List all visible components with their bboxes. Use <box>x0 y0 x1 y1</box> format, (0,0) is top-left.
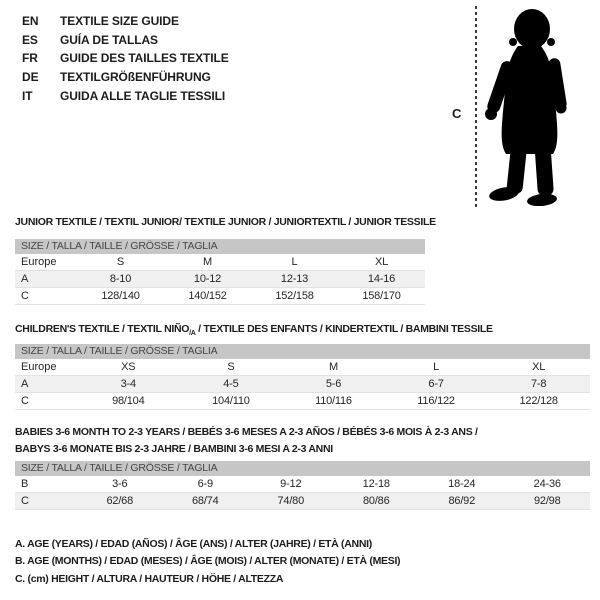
size-header-bar: SIZE / TALLA / TAILLE / GRÖSSE / TAGLIA <box>15 344 590 359</box>
size-header-bar: SIZE / TALLA / TAILLE / GRÖSSE / TAGLIA <box>15 461 590 476</box>
age-cell: 3-6 <box>112 478 128 490</box>
height-cell: 74/80 <box>277 495 305 507</box>
age-cell: 12-18 <box>362 478 390 490</box>
size-cell: S <box>227 361 235 373</box>
size-header-bar: SIZE / TALLA / TAILLE / GRÖSSE / TAGLIA <box>15 239 425 254</box>
row-label: Europe <box>21 256 57 268</box>
language-row-it <box>22 86 229 105</box>
age-cell: 14-16 <box>367 273 396 285</box>
row-label: C <box>21 395 29 407</box>
height-cell: 62/68 <box>106 495 134 507</box>
children-size-table <box>15 344 590 410</box>
size-cell: S <box>116 256 125 268</box>
junior-size-table <box>15 239 425 305</box>
language-code: IT <box>22 88 33 103</box>
table-row <box>15 271 425 288</box>
table-row <box>15 288 425 305</box>
height-cell: 98/104 <box>112 395 145 407</box>
language-code: DE <box>22 70 39 85</box>
age-cell: 7-8 <box>531 378 547 390</box>
table-row <box>15 254 425 271</box>
height-cell: 122/128 <box>519 395 558 407</box>
age-cell: 5-6 <box>325 378 342 390</box>
language-row-de <box>22 68 229 87</box>
row-label: A <box>21 378 29 390</box>
age-cell: 10-12 <box>193 273 222 285</box>
babies-size-table <box>15 461 590 510</box>
legend-line-c: C. (cm) HEIGHT / ALTURA / HAUTEUR / HÖHE / ALTEZZA <box>15 572 284 585</box>
junior-table-title: JUNIOR TEXTILE / TEXTIL JUNIOR/ TEXTILE JUNIOR / JUNIORTEXTIL / JUNIOR TESSILE <box>15 216 436 228</box>
language-label: TEXTILE SIZE GUIDE <box>60 14 179 29</box>
language-code: ES <box>22 32 38 47</box>
height-cell: 92/98 <box>533 495 561 507</box>
language-row-en <box>22 12 229 31</box>
size-cell: L <box>291 256 298 268</box>
children-title-subscript: /A <box>189 330 196 338</box>
measure-legend <box>15 536 400 588</box>
children-table-title <box>15 321 493 343</box>
language-label: GUIDE DES TAILLES TEXTILE <box>60 51 229 66</box>
row-label: A <box>21 273 29 285</box>
height-cell: 68/74 <box>191 495 219 507</box>
age-cell: 9-12 <box>280 478 302 490</box>
table-row <box>15 393 590 410</box>
age-cell: 3-4 <box>120 378 136 390</box>
size-cell: M <box>203 256 212 268</box>
language-code: FR <box>22 51 38 66</box>
language-label: TEXTILGRÖßENFÜHRUNG <box>60 70 211 85</box>
age-cell: 6-7 <box>428 378 444 390</box>
language-label: GUIDA ALLE TAGLIE TESSILI <box>60 88 226 103</box>
size-cell: M <box>329 361 338 373</box>
language-label: GUÍA DE TALLAS <box>60 32 158 47</box>
language-row-fr <box>22 49 229 68</box>
age-cell: 18-24 <box>448 478 476 490</box>
children-title-part: / TEXTILE DES ENFANTS / KINDERTEXTIL / BAMBINI TESSILE <box>195 323 493 335</box>
legend-line-b: B. AGE (MONTHS) / EDAD (MESES) / ÂGE (MOIS) / ALTER (MONATE) / ETÀ (MESI) <box>15 555 401 568</box>
height-cell: 152/158 <box>275 290 314 302</box>
height-cell: 116/122 <box>417 395 455 407</box>
figure-measure-label: C <box>452 106 462 121</box>
height-cell: 140/152 <box>188 290 227 302</box>
size-cell: XL <box>374 256 389 268</box>
baby-silhouette-image <box>482 4 577 206</box>
height-cell: 104/110 <box>212 395 250 407</box>
size-cell: L <box>433 361 440 373</box>
size-cell: XS <box>121 361 136 373</box>
table-row <box>15 376 590 393</box>
row-label: C <box>21 290 29 302</box>
height-cell: 80/86 <box>362 495 390 507</box>
row-label: B <box>21 478 29 490</box>
age-cell: 12-13 <box>280 273 309 285</box>
legend-line-a: A. AGE (YEARS) / EDAD (AÑOS) / ÂGE (ANS) / ALTER (JAHRE) / ETÀ (ANNI) <box>15 538 372 550</box>
table-row <box>15 493 590 510</box>
babies-table-title <box>15 424 478 457</box>
row-label: C <box>21 495 29 507</box>
age-cell: 4-5 <box>223 378 239 390</box>
height-cell: 110/116 <box>315 395 352 407</box>
age-cell: 24-36 <box>533 478 561 490</box>
height-cell: 128/140 <box>101 290 140 302</box>
table-row <box>15 359 590 376</box>
height-cell: 86/92 <box>448 495 476 507</box>
children-title-part: CHILDREN'S TEXTILE / TEXTIL NIÑO <box>15 323 190 335</box>
language-code: EN <box>22 14 39 29</box>
table-row <box>15 476 590 493</box>
language-row-es <box>22 31 229 50</box>
row-label: Europe <box>21 361 57 373</box>
size-cell: XL <box>532 361 546 373</box>
babies-title-line-1: BABIES 3-6 MONTH TO 2-3 YEARS / BEBÉS 3-6 MESES A 2-3 AÑOS / BÉBÉS 3-6 MOIS À 2-3 ANS / <box>15 426 478 438</box>
height-cell: 158/170 <box>362 290 401 302</box>
language-list <box>22 12 229 105</box>
height-measure-dashed-line <box>475 6 477 210</box>
babies-title-line-2: BABYS 3-6 MONATE BIS 2-3 JAHRE / BAMBINI 3-6 MESI A 2-3 ANNI <box>15 442 333 455</box>
age-cell: 6-9 <box>197 478 213 490</box>
age-cell: 8-10 <box>109 273 132 285</box>
